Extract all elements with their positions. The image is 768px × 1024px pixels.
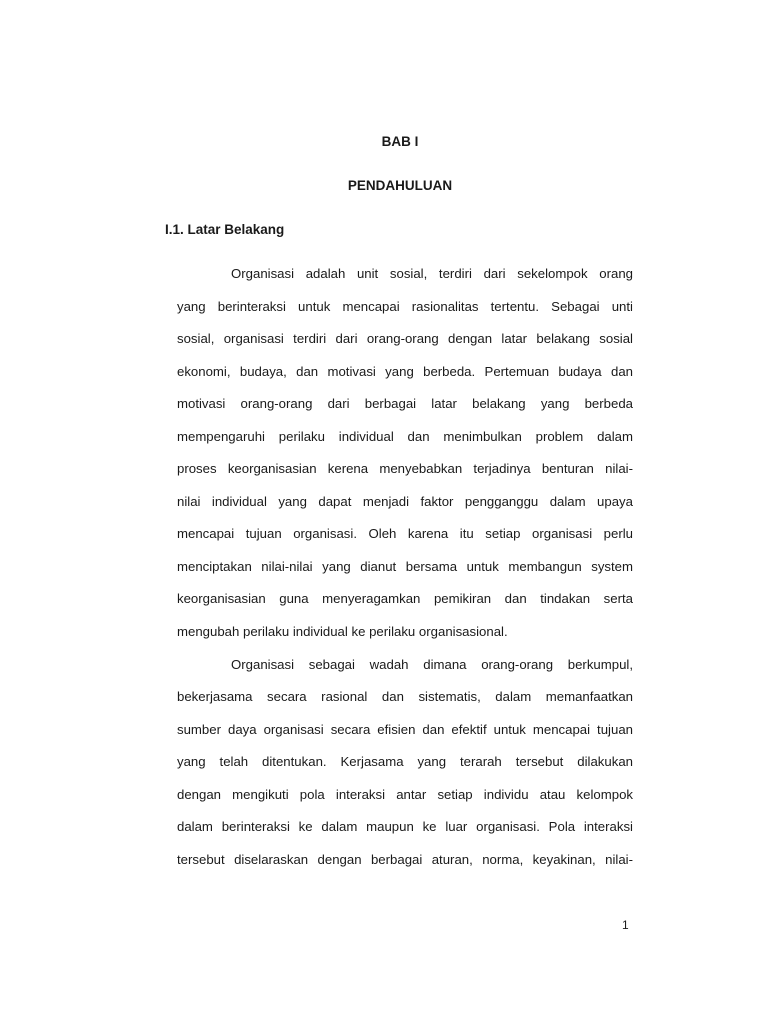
section-heading: I.1. Latar Belakang xyxy=(165,222,285,237)
paragraph-1-line: mempengaruhi perilaku individual dan menimbulkan problem dalam xyxy=(177,429,633,444)
paragraph-1-line: sosial, organisasi terdiri dari orang-orang dengan latar belakang sosial xyxy=(177,331,633,346)
paragraph-1-line: motivasi orang-orang dari berbagai latar belakang yang berbeda xyxy=(177,396,633,411)
paragraph-2-line: yang telah ditentukan. Kerjasama yang terarah tersebut dilakukan xyxy=(177,754,633,769)
chapter-title: PENDAHULUAN xyxy=(347,178,453,193)
paragraph-2-line: Organisasi sebagai wadah dimana orang-orang berkumpul, xyxy=(231,657,633,672)
paragraph-1-line: yang berinteraksi untuk mencapai rasionalitas tertentu. Sebagai unti xyxy=(177,299,633,314)
paragraph-1-line: ekonomi, budaya, dan motivasi yang berbeda. Pertemuan budaya dan xyxy=(177,364,633,379)
paragraph-1-line: keorganisasian guna menyeragamkan pemikiran dan tindakan serta xyxy=(177,591,633,606)
paragraph-1-line: mencapai tujuan organisasi. Oleh karena itu setiap organisasi perlu xyxy=(177,526,633,541)
paragraph-2-line: dengan mengikuti pola interaksi antar setiap individu atau kelompok xyxy=(177,787,633,802)
page-number: 1 xyxy=(622,918,629,932)
paragraph-2-line: dalam berinteraksi ke dalam maupun ke luar organisasi. Pola interaksi xyxy=(177,819,633,834)
paragraph-1-line: Organisasi adalah unit sosial, terdiri dari sekelompok orang xyxy=(231,266,633,281)
paragraph-2-line: sumber daya organisasi secara efisien dan efektif untuk mencapai tujuan xyxy=(177,722,633,737)
paragraph-2-line: tersebut diselaraskan dengan berbagai aturan, norma, keyakinan, nilai- xyxy=(177,852,633,867)
paragraph-1-line: mengubah perilaku individual ke perilaku organisasional. xyxy=(177,624,508,639)
paragraph-1-line: proses keorganisasian kerena menyebabkan terjadinya benturan nilai- xyxy=(177,461,633,476)
paragraph-1-line: menciptakan nilai-nilai yang dianut bersama untuk membangun system xyxy=(177,559,633,574)
chapter-number: BAB I xyxy=(381,134,419,149)
paragraph-2-line: bekerjasama secara rasional dan sistematis, dalam memanfaatkan xyxy=(177,689,633,704)
paragraph-1-line: nilai individual yang dapat menjadi faktor pengganggu dalam upaya xyxy=(177,494,633,509)
